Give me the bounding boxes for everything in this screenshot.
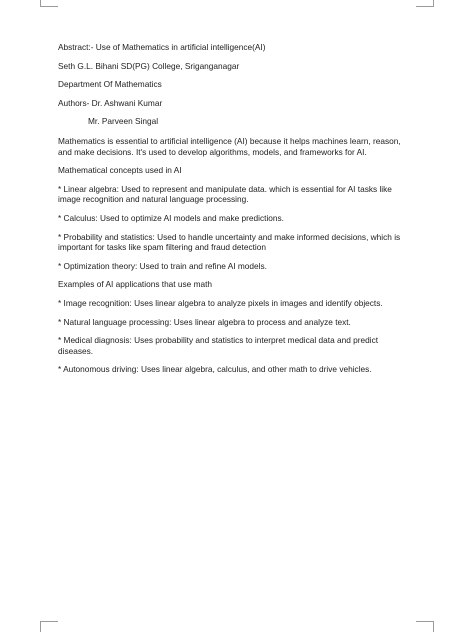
example-item-autonomous-driving: * Autonomous driving: Uses linear algebra, calculus, and other math to drive vehicles. bbox=[58, 364, 372, 375]
crop-mark-bottom-left bbox=[40, 622, 41, 632]
crop-mark-bottom-left bbox=[40, 621, 58, 622]
example-item-medical-diagnosis: * Medical diagnosis: Uses probability and statistics to interpret medical data and predict diseases. bbox=[58, 335, 379, 356]
abstract-title: Abstract:- Use of Mathematics in artificial intelligence(AI) bbox=[58, 42, 266, 52]
concept-item-calculus: * Calculus: Used to optimize AI models and make predictions. bbox=[58, 212, 284, 223]
concept-item-probability: * Probability and statistics: Used to handle uncertainty and make informed decisions, which is important for tasks like spam filtering and fraud detection bbox=[58, 231, 401, 253]
crop-mark-top-right bbox=[416, 6, 434, 7]
document-body bbox=[58, 38, 410, 375]
crop-mark-bottom-right bbox=[416, 621, 434, 622]
concepts-heading: Mathematical concepts used in AI bbox=[58, 165, 182, 176]
department-name: Department Of Mathematics bbox=[58, 79, 162, 90]
concept-item-optimization: * Optimization theory: Used to train and refine AI models. bbox=[58, 260, 267, 271]
author-secondary: Mr. Parveen Singal bbox=[88, 116, 159, 127]
concept-item-linear-algebra: * Linear algebra: Used to represent and manipulate data. which is essential for AI tasks like image recognition and natural language processing. bbox=[58, 183, 392, 205]
intro-paragraph: Mathematics is essential to artificial intelligence (AI) because it helps machines learn, reason, and make decisions. It's used to develop algorithms, models, and frameworks for AI. bbox=[58, 135, 401, 157]
crop-mark-top-right bbox=[433, 0, 434, 6]
examples-heading: Examples of AI applications that use math bbox=[58, 279, 213, 290]
college-name: Seth G.L. Bihani SD(PG) College, Sriganganagar bbox=[58, 60, 240, 71]
crop-mark-top-left bbox=[40, 6, 58, 7]
author-primary: Authors- Dr. Ashwani Kumar bbox=[58, 97, 163, 108]
example-item-image-recognition: * Image recognition: Uses linear algebra to analyze pixels in images and identify objects. bbox=[58, 297, 383, 308]
crop-mark-bottom-right bbox=[433, 622, 434, 632]
example-item-nlp: * Natural language processing: Uses linear algebra to process and analyze text. bbox=[58, 316, 351, 327]
